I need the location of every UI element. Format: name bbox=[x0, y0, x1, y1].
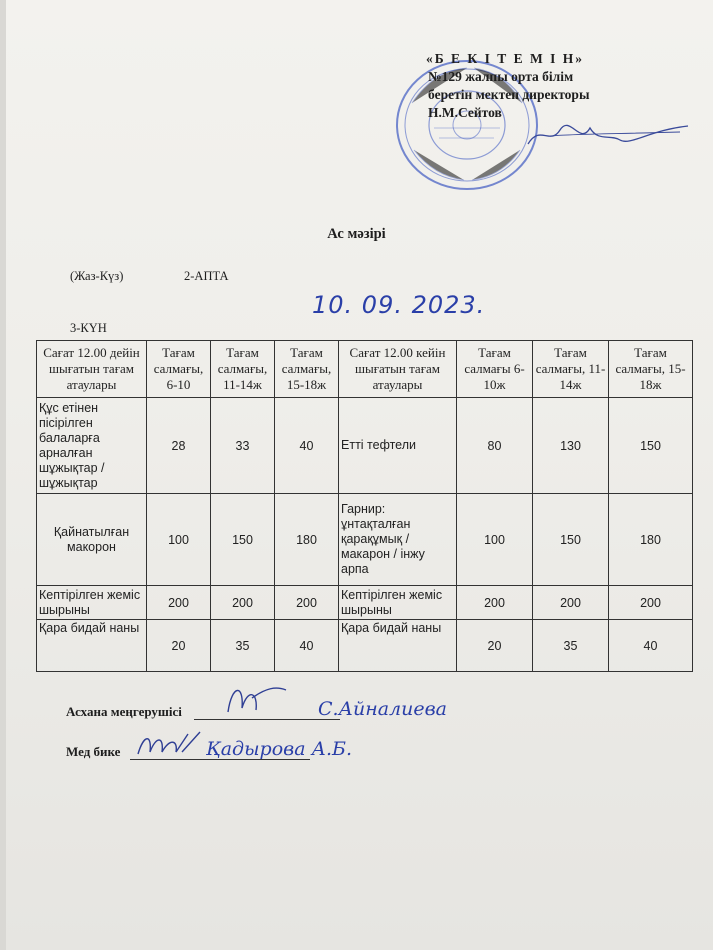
header-weight-15-18: Тағам салмағы, 15-18ж bbox=[275, 341, 339, 398]
table-row bbox=[37, 494, 693, 586]
menu-table bbox=[36, 340, 693, 672]
weight-cell: 28 bbox=[147, 398, 211, 494]
header-weight-11-14: Тағам салмағы, 11-14ж bbox=[211, 341, 275, 398]
dish-after: Гарнир: ұнтақталған қарақұмық / макарон / інжу арпа bbox=[339, 494, 457, 586]
kitchen-head-signature bbox=[222, 678, 292, 722]
approval-block bbox=[428, 50, 589, 122]
weight-cell: 200 bbox=[211, 586, 275, 620]
table-row bbox=[37, 586, 693, 620]
dish-before: Қара бидай наны bbox=[37, 620, 147, 672]
weight-cell: 180 bbox=[275, 494, 339, 586]
weight-cell: 35 bbox=[211, 620, 275, 672]
weight-cell: 200 bbox=[457, 586, 533, 620]
weight-cell: 35 bbox=[533, 620, 609, 672]
weight-cell: 180 bbox=[609, 494, 693, 586]
weight-cell: 150 bbox=[609, 398, 693, 494]
weight-cell: 40 bbox=[609, 620, 693, 672]
weight-cell: 40 bbox=[275, 620, 339, 672]
nurse-label: Мед бике bbox=[66, 744, 121, 759]
weight-cell: 150 bbox=[211, 494, 275, 586]
kitchen-head-name: С.Айналиева bbox=[318, 698, 448, 720]
nurse-signature bbox=[134, 726, 204, 762]
dish-after: Етті тефтели bbox=[339, 398, 457, 494]
weight-cell: 200 bbox=[609, 586, 693, 620]
header-after-noon: Сағат 12.00 кейін шығатын тағам атаулары bbox=[339, 341, 457, 398]
approval-director-name: Н.М.Сейтов bbox=[428, 105, 502, 120]
dish-before: Құс етінен пісірілген балаларға арналған шұжықтар / шұжықтар bbox=[37, 398, 147, 494]
season-label: (Жаз-Күз) bbox=[70, 269, 124, 283]
header-weight-15-18-after: Тағам салмағы, 15-18ж bbox=[609, 341, 693, 398]
weight-cell: 150 bbox=[533, 494, 609, 586]
dish-before: Қайнатылған макорон bbox=[37, 494, 147, 586]
weight-cell: 20 bbox=[147, 620, 211, 672]
dish-before: Кептірілген жеміс шырыны bbox=[37, 586, 147, 620]
weight-cell: 200 bbox=[275, 586, 339, 620]
header-weight-11-14-after: Тағам салмағы, 11-14ж bbox=[533, 341, 609, 398]
weight-cell: 100 bbox=[147, 494, 211, 586]
kitchen-head-label: Асхана меңгерушісі bbox=[66, 704, 182, 719]
document-title: Ас мәзірі bbox=[327, 226, 386, 242]
weight-cell: 80 bbox=[457, 398, 533, 494]
week-label: 2-АПТА bbox=[184, 269, 229, 283]
table-header-row bbox=[37, 341, 693, 398]
weight-cell: 200 bbox=[147, 586, 211, 620]
weight-cell: 40 bbox=[275, 398, 339, 494]
weight-cell: 33 bbox=[211, 398, 275, 494]
day-label: 3-КҮН bbox=[70, 321, 107, 335]
header-weight-6-10: Тағам салмағы, 6-10 bbox=[147, 341, 211, 398]
handwritten-date: 10. 09. 2023. bbox=[312, 291, 486, 319]
approval-title: «Б Е К І Т Е М І Н» bbox=[426, 51, 584, 66]
header-before-noon: Сағат 12.00 дейін шығатын тағам атаулары bbox=[37, 341, 147, 398]
weight-cell: 130 bbox=[533, 398, 609, 494]
nurse-name: Қадырова А.Б. bbox=[206, 738, 353, 760]
table-row bbox=[37, 398, 693, 494]
approval-school: №129 жалпы орта білім bbox=[428, 69, 574, 84]
weight-cell: 100 bbox=[457, 494, 533, 586]
director-signature bbox=[520, 116, 690, 156]
dish-after: Кептірілген жеміс шырыны bbox=[339, 586, 457, 620]
table-row bbox=[37, 620, 693, 672]
approval-role: беретін мектеп директоры bbox=[428, 87, 590, 102]
dish-after: Қара бидай наны bbox=[339, 620, 457, 672]
header-weight-6-10-after: Тағам салмағы 6-10ж bbox=[457, 341, 533, 398]
weight-cell: 200 bbox=[533, 586, 609, 620]
weight-cell: 20 bbox=[457, 620, 533, 672]
